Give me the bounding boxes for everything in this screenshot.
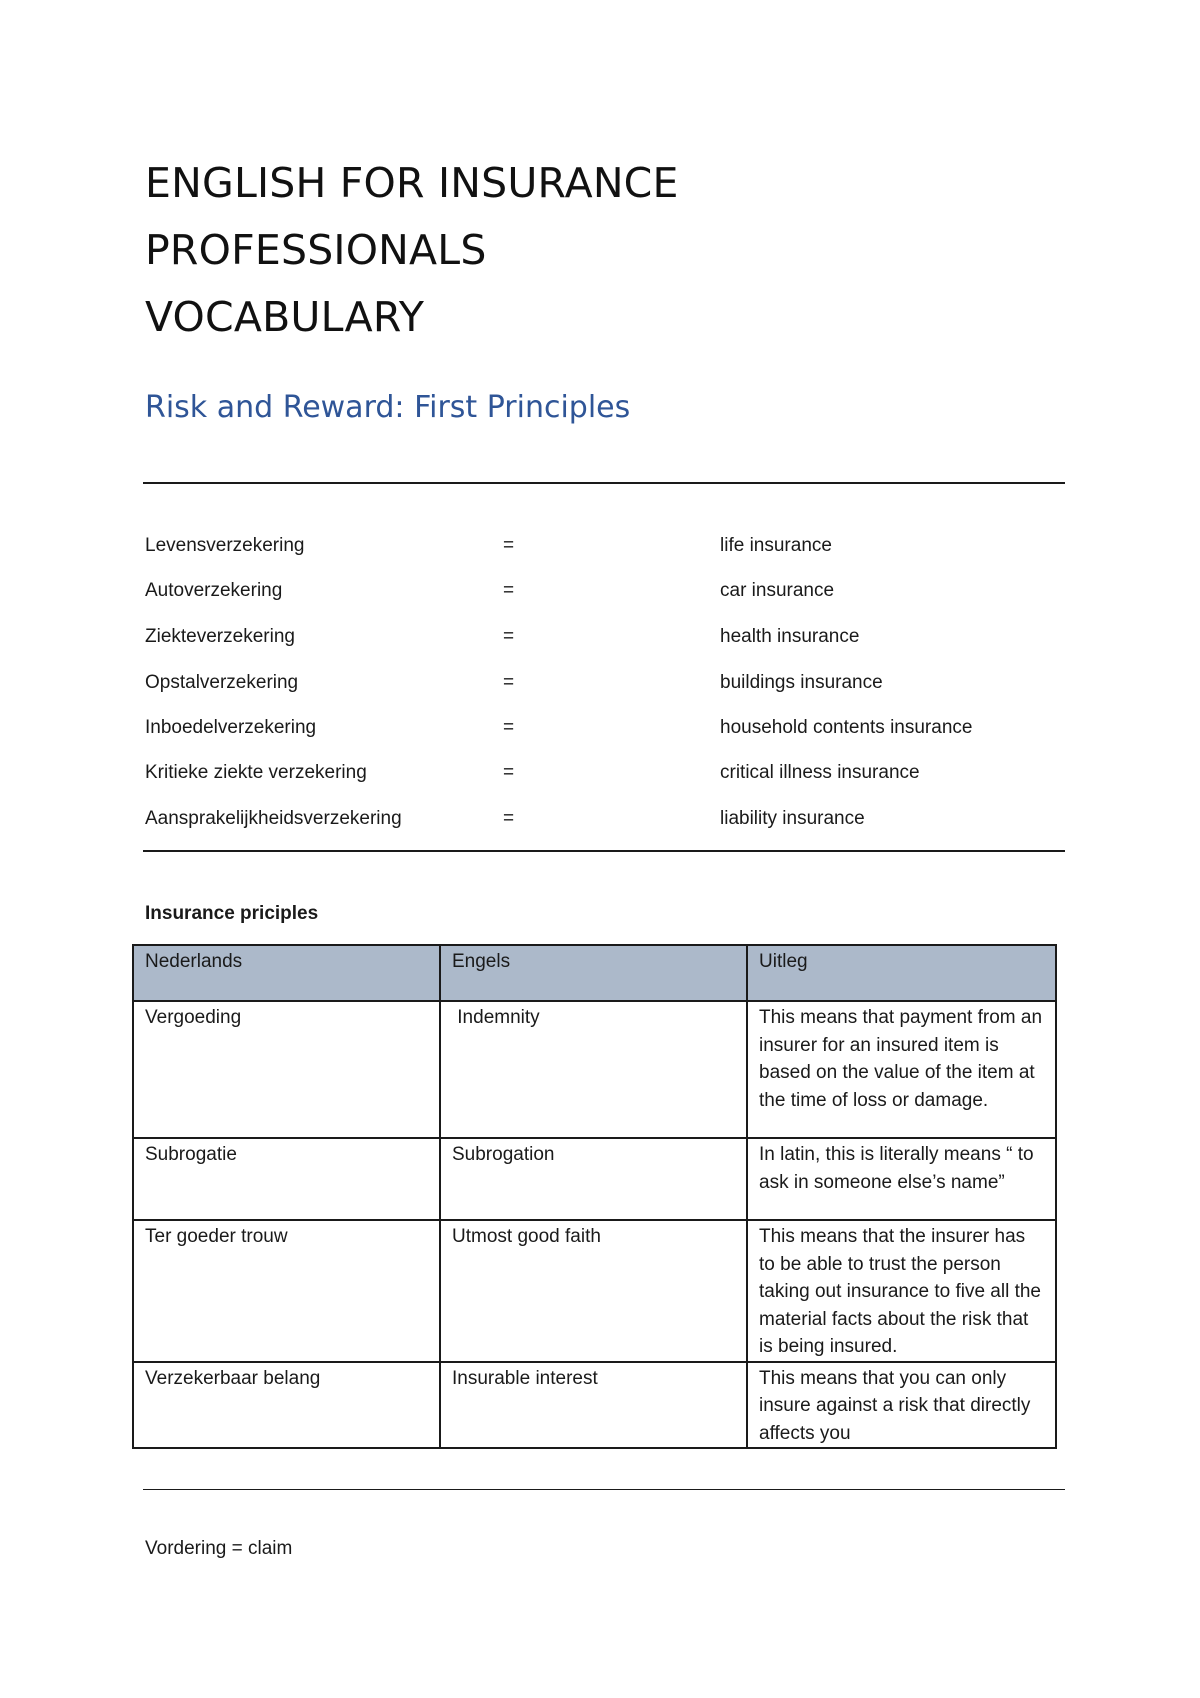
vocab-dutch: Kritieke ziekte verzekering (145, 762, 367, 783)
document-subtitle: Risk and Reward: First Principles (145, 390, 631, 425)
table-row (133, 1001, 1056, 1138)
vocab-equals: = (503, 672, 515, 693)
vocab-row (145, 668, 1065, 698)
divider-vocab-bottom (143, 850, 1065, 852)
header-uitleg: Uitleg (747, 945, 1056, 1001)
vocab-english: household contents insurance (720, 717, 973, 738)
cell-english: Indemnity (440, 1001, 747, 1138)
cell-english: Insurable interest (440, 1362, 747, 1449)
principles-heading: Insurance priciples (145, 903, 319, 924)
vocab-dutch: Ziekteverzekering (145, 626, 295, 647)
vocab-english: liability insurance (720, 808, 865, 829)
title-line-3: VOCABULARY (145, 293, 425, 341)
vocab-equals: = (503, 717, 515, 738)
cell-explanation: This means that the insurer has to be able to trust the person taking out insurance to five all the material facts about the risk that is being insured. (747, 1220, 1056, 1362)
cell-dutch: Vergoeding (133, 1001, 440, 1138)
vocab-dutch: Aansprakelijkheidsverzekering (145, 808, 402, 829)
vocab-english: buildings insurance (720, 672, 883, 693)
vocab-english: health insurance (720, 626, 860, 647)
vocab-equals: = (503, 762, 515, 783)
title-line-2: PROFESSIONALS (145, 226, 487, 274)
vocab-english: life insurance (720, 535, 832, 556)
table-header-row (133, 945, 1056, 1001)
vocab-dutch: Levensverzekering (145, 535, 305, 556)
header-engels: Engels (440, 945, 747, 1001)
vocab-row (145, 531, 1065, 561)
document-title (145, 150, 679, 351)
table-row (133, 1362, 1056, 1449)
table-row (133, 1138, 1056, 1220)
divider-top (143, 482, 1065, 484)
table-row (133, 1220, 1056, 1362)
vocab-dutch: Autoverzekering (145, 580, 283, 601)
cell-english: Utmost good faith (440, 1220, 747, 1362)
header-nederlands: Nederlands (133, 945, 440, 1001)
vocab-dutch: Opstalverzekering (145, 672, 299, 693)
cell-dutch: Subrogatie (133, 1138, 440, 1220)
cell-dutch: Verzekerbaar belang (133, 1362, 440, 1449)
divider-table-bottom (143, 1489, 1065, 1490)
vocab-row (145, 758, 1065, 788)
vocab-english: car insurance (720, 580, 835, 601)
cell-explanation: This means that you can only insure against a risk that directly affects you (747, 1362, 1056, 1449)
title-line-1: ENGLISH FOR INSURANCE (145, 159, 679, 207)
vocab-english: critical illness insurance (720, 762, 920, 783)
cell-explanation: In latin, this is literally means “ to ask in someone else’s name” (747, 1138, 1056, 1220)
vocab-dutch: Inboedelverzekering (145, 717, 317, 738)
cell-english: Subrogation (440, 1138, 747, 1220)
principles-table (132, 944, 1057, 1449)
vocab-row (145, 713, 1065, 743)
vocab-row (145, 804, 1065, 834)
vocab-equals: = (503, 580, 515, 601)
vocab-row (145, 622, 1065, 652)
vocab-equals: = (503, 626, 515, 647)
vocab-equals: = (503, 808, 515, 829)
vocab-row (145, 576, 1065, 606)
footer-vocab-note: Vordering = claim (145, 1538, 293, 1559)
cell-dutch: Ter goeder trouw (133, 1220, 440, 1362)
vocab-equals: = (503, 535, 515, 556)
cell-explanation: This means that payment from an insurer for an insured item is based on the value of the item at the time of loss or damage. (747, 1001, 1056, 1138)
